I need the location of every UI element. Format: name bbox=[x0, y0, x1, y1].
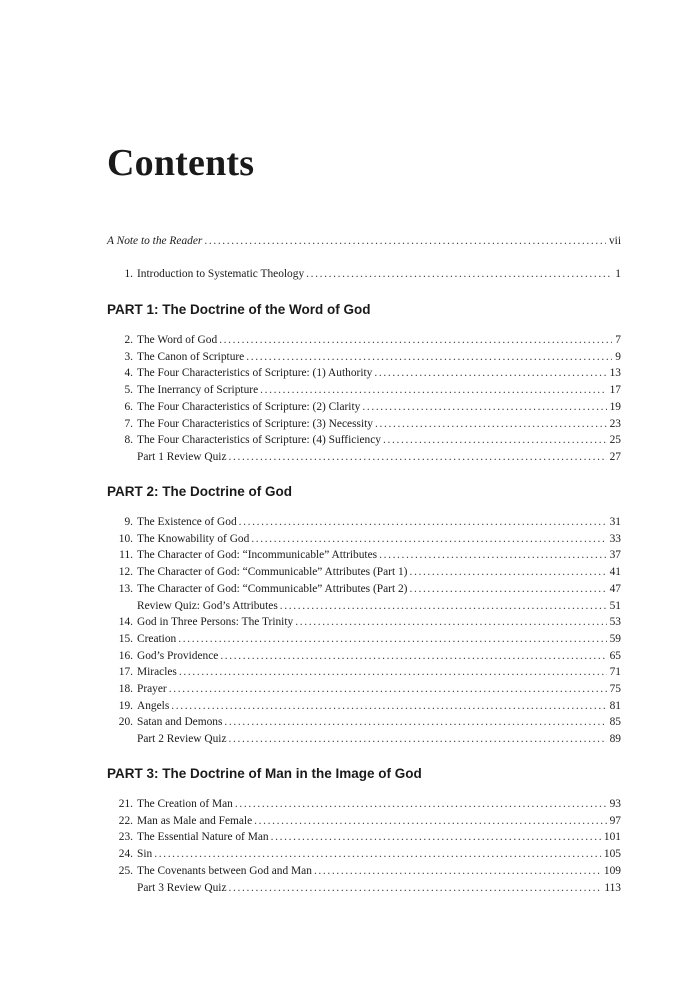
toc-entry[interactable] bbox=[107, 564, 621, 580]
dot-leader bbox=[260, 382, 606, 398]
dot-leader bbox=[314, 863, 601, 879]
toc-entry-title: Part 1 Review Quiz bbox=[137, 451, 227, 463]
toc-entry-page: 25 bbox=[609, 434, 621, 446]
toc-entry[interactable] bbox=[107, 681, 621, 697]
toc-entry-page: 65 bbox=[609, 650, 621, 662]
toc-entry-title: Part 3 Review Quiz bbox=[137, 882, 227, 894]
dot-leader bbox=[169, 681, 607, 697]
dot-leader bbox=[251, 531, 606, 547]
toc-entry-page: 85 bbox=[609, 716, 621, 728]
dot-leader bbox=[229, 880, 602, 896]
dot-leader bbox=[271, 829, 601, 845]
toc-entry-number: 5. bbox=[124, 384, 133, 396]
toc-entry-number: 9. bbox=[124, 516, 133, 528]
toc-entry-title: Creation bbox=[137, 633, 177, 645]
toc-entry[interactable] bbox=[107, 731, 621, 747]
toc-entry[interactable] bbox=[107, 349, 621, 365]
toc-entry-number: 23. bbox=[118, 831, 133, 843]
toc-entry-page: 7 bbox=[615, 334, 621, 346]
toc-entry-title: The Four Characteristics of Scripture: (1) Authority bbox=[137, 367, 373, 379]
toc-entry-number: 16. bbox=[118, 650, 133, 662]
toc-entry-title: The Knowability of God bbox=[137, 533, 250, 545]
page-title: Contents bbox=[107, 142, 255, 184]
toc-entry[interactable] bbox=[107, 266, 621, 282]
toc-entry-page: 51 bbox=[609, 600, 621, 612]
toc-entry[interactable] bbox=[107, 631, 621, 647]
toc-entry-page: 75 bbox=[609, 683, 621, 695]
toc-entry-page: 27 bbox=[609, 451, 621, 463]
toc-entry-page: 31 bbox=[609, 516, 621, 528]
toc-entry-number: 7. bbox=[124, 418, 133, 430]
toc-entry-title: God’s Providence bbox=[137, 650, 219, 662]
toc-entry-title: Miracles bbox=[137, 666, 177, 678]
toc-entry-title: Introduction to Systematic Theology bbox=[137, 268, 305, 280]
dot-leader bbox=[154, 846, 601, 862]
toc-entry-page: 105 bbox=[603, 848, 621, 860]
toc-entry-page: 17 bbox=[609, 384, 621, 396]
toc-entry-page: 33 bbox=[609, 533, 621, 545]
toc-entry-page: 89 bbox=[609, 733, 621, 745]
dot-leader bbox=[306, 266, 612, 282]
dot-leader bbox=[409, 581, 606, 597]
toc-entry[interactable] bbox=[107, 863, 621, 879]
toc-entry-page: 97 bbox=[609, 815, 621, 827]
toc-entry-number: 17. bbox=[118, 666, 133, 678]
dot-leader bbox=[254, 813, 606, 829]
dot-leader bbox=[235, 796, 607, 812]
toc-entry-number: 1. bbox=[124, 268, 133, 280]
toc-entry[interactable] bbox=[107, 449, 621, 465]
toc-entry[interactable] bbox=[107, 664, 621, 680]
dot-leader bbox=[179, 664, 607, 680]
toc-entry[interactable] bbox=[107, 714, 621, 730]
toc-entry-title: The Canon of Scripture bbox=[137, 351, 245, 363]
toc-entry-title: The Four Characteristics of Scripture: (4) Sufficiency bbox=[137, 434, 381, 446]
toc-entry-page: 81 bbox=[609, 700, 621, 712]
toc-entry-title: God in Three Persons: The Trinity bbox=[137, 616, 294, 628]
toc-entry-title: The Word of God bbox=[137, 334, 218, 346]
toc-entry-page: 37 bbox=[609, 549, 621, 561]
toc-entry-number: 11. bbox=[119, 549, 133, 561]
toc-entry[interactable] bbox=[107, 648, 621, 664]
dot-leader bbox=[409, 564, 606, 580]
toc-entry-page: 113 bbox=[604, 882, 621, 894]
toc-entry[interactable] bbox=[107, 416, 621, 432]
toc-entry-page: 53 bbox=[609, 616, 621, 628]
toc-entry-number: 8. bbox=[124, 434, 133, 446]
toc-entry-title: The Character of God: “Incommunicable” Attributes bbox=[137, 549, 378, 561]
toc-entry-page: 59 bbox=[609, 633, 621, 645]
dot-leader bbox=[229, 731, 607, 747]
part-heading: PART 2: The Doctrine of God bbox=[107, 484, 292, 499]
toc-entry-number: 15. bbox=[118, 633, 133, 645]
toc-entry-page: 13 bbox=[609, 367, 621, 379]
toc-entry-title: Satan and Demons bbox=[137, 716, 223, 728]
dot-leader bbox=[383, 432, 607, 448]
toc-entry-page: 47 bbox=[609, 583, 621, 595]
toc-entry-number: 18. bbox=[118, 683, 133, 695]
toc-entry-title: The Character of God: “Communicable” Attributes (Part 2) bbox=[137, 583, 408, 595]
toc-entry-page: 1 bbox=[615, 268, 621, 280]
dot-leader bbox=[375, 416, 607, 432]
toc-entry-number: 19. bbox=[118, 700, 133, 712]
dot-leader bbox=[219, 332, 612, 348]
toc-entry-title: Sin bbox=[137, 848, 153, 860]
toc-entry[interactable] bbox=[107, 614, 621, 630]
toc-entry[interactable] bbox=[107, 531, 621, 547]
toc-entry-title: Man as Male and Female bbox=[137, 815, 253, 827]
dot-leader bbox=[239, 514, 607, 530]
toc-entry-number: 20. bbox=[118, 716, 133, 728]
dot-leader bbox=[229, 449, 607, 465]
toc-entry[interactable] bbox=[107, 233, 621, 249]
toc-entry-number: 14. bbox=[118, 616, 133, 628]
toc-entry-number: 4. bbox=[124, 367, 133, 379]
toc-entry-title: Prayer bbox=[137, 683, 167, 695]
toc-entry-page: 23 bbox=[609, 418, 621, 430]
toc-entry[interactable] bbox=[107, 382, 621, 398]
toc-entry[interactable] bbox=[107, 698, 621, 714]
dot-leader bbox=[204, 233, 606, 249]
toc-entry[interactable] bbox=[107, 813, 621, 829]
toc-entry-page: 101 bbox=[603, 831, 621, 843]
toc-entry-title: The Essential Nature of Man bbox=[137, 831, 269, 843]
dot-leader bbox=[295, 614, 606, 630]
toc-entry[interactable] bbox=[107, 846, 621, 862]
toc-entry-number: 6. bbox=[124, 401, 133, 413]
toc-entry-title: Angels bbox=[137, 700, 170, 712]
dot-leader bbox=[246, 349, 612, 365]
toc-entry[interactable] bbox=[107, 829, 621, 845]
toc-entry[interactable] bbox=[107, 365, 621, 381]
toc-entry-number: 2. bbox=[124, 334, 133, 346]
toc-entry[interactable] bbox=[107, 880, 621, 896]
dot-leader bbox=[171, 698, 606, 714]
toc-entry-title: Part 2 Review Quiz bbox=[137, 733, 227, 745]
part-heading: PART 1: The Doctrine of the Word of God bbox=[107, 302, 371, 317]
toc-entry-number: 12. bbox=[118, 566, 133, 578]
toc-entry[interactable] bbox=[107, 598, 621, 614]
toc-entry[interactable] bbox=[107, 432, 621, 448]
toc-entry[interactable] bbox=[107, 796, 621, 812]
toc-entry-title: The Four Characteristics of Scripture: (2) Clarity bbox=[137, 401, 361, 413]
dot-leader bbox=[220, 648, 606, 664]
toc-entry-number: 21. bbox=[118, 798, 133, 810]
dot-leader bbox=[379, 547, 607, 563]
toc-entry-number: 10. bbox=[118, 533, 133, 545]
toc-entry-title: The Creation of Man bbox=[137, 798, 233, 810]
toc-entry-title: The Existence of God bbox=[137, 516, 237, 528]
toc-entry[interactable] bbox=[107, 514, 621, 530]
dot-leader bbox=[178, 631, 606, 647]
toc-entry-page: 19 bbox=[609, 401, 621, 413]
toc-entry-page: vii bbox=[608, 235, 621, 247]
toc-entry-title: A Note to the Reader bbox=[107, 235, 203, 247]
toc-entry-title: The Inerrancy of Scripture bbox=[137, 384, 259, 396]
toc-entry-title: Review Quiz: God’s Attributes bbox=[137, 600, 278, 612]
dot-leader bbox=[374, 365, 606, 381]
toc-entry-title: The Four Characteristics of Scripture: (3) Necessity bbox=[137, 418, 373, 430]
toc-entry[interactable] bbox=[107, 581, 621, 597]
toc-entry-number: 24. bbox=[118, 848, 133, 860]
toc-entry-title: The Covenants between God and Man bbox=[137, 865, 312, 877]
dot-leader bbox=[362, 399, 606, 415]
toc-entry-page: 41 bbox=[609, 566, 621, 578]
toc-entry[interactable] bbox=[107, 399, 621, 415]
toc-entry-number: 3. bbox=[124, 351, 133, 363]
toc-entry-number: 13. bbox=[118, 583, 133, 595]
toc-entry-title: The Character of God: “Communicable” Attributes (Part 1) bbox=[137, 566, 408, 578]
toc-entry-number: 22. bbox=[118, 815, 133, 827]
toc-entry[interactable] bbox=[107, 332, 621, 348]
toc-entry-number: 25. bbox=[118, 865, 133, 877]
toc-entry-page: 9 bbox=[615, 351, 621, 363]
toc-entry[interactable] bbox=[107, 547, 621, 563]
toc-entry-page: 109 bbox=[603, 865, 621, 877]
toc-entry-page: 93 bbox=[609, 798, 621, 810]
dot-leader bbox=[280, 598, 607, 614]
part-heading: PART 3: The Doctrine of Man in the Image of God bbox=[107, 766, 422, 781]
dot-leader bbox=[224, 714, 606, 730]
toc-entry-page: 71 bbox=[609, 666, 621, 678]
